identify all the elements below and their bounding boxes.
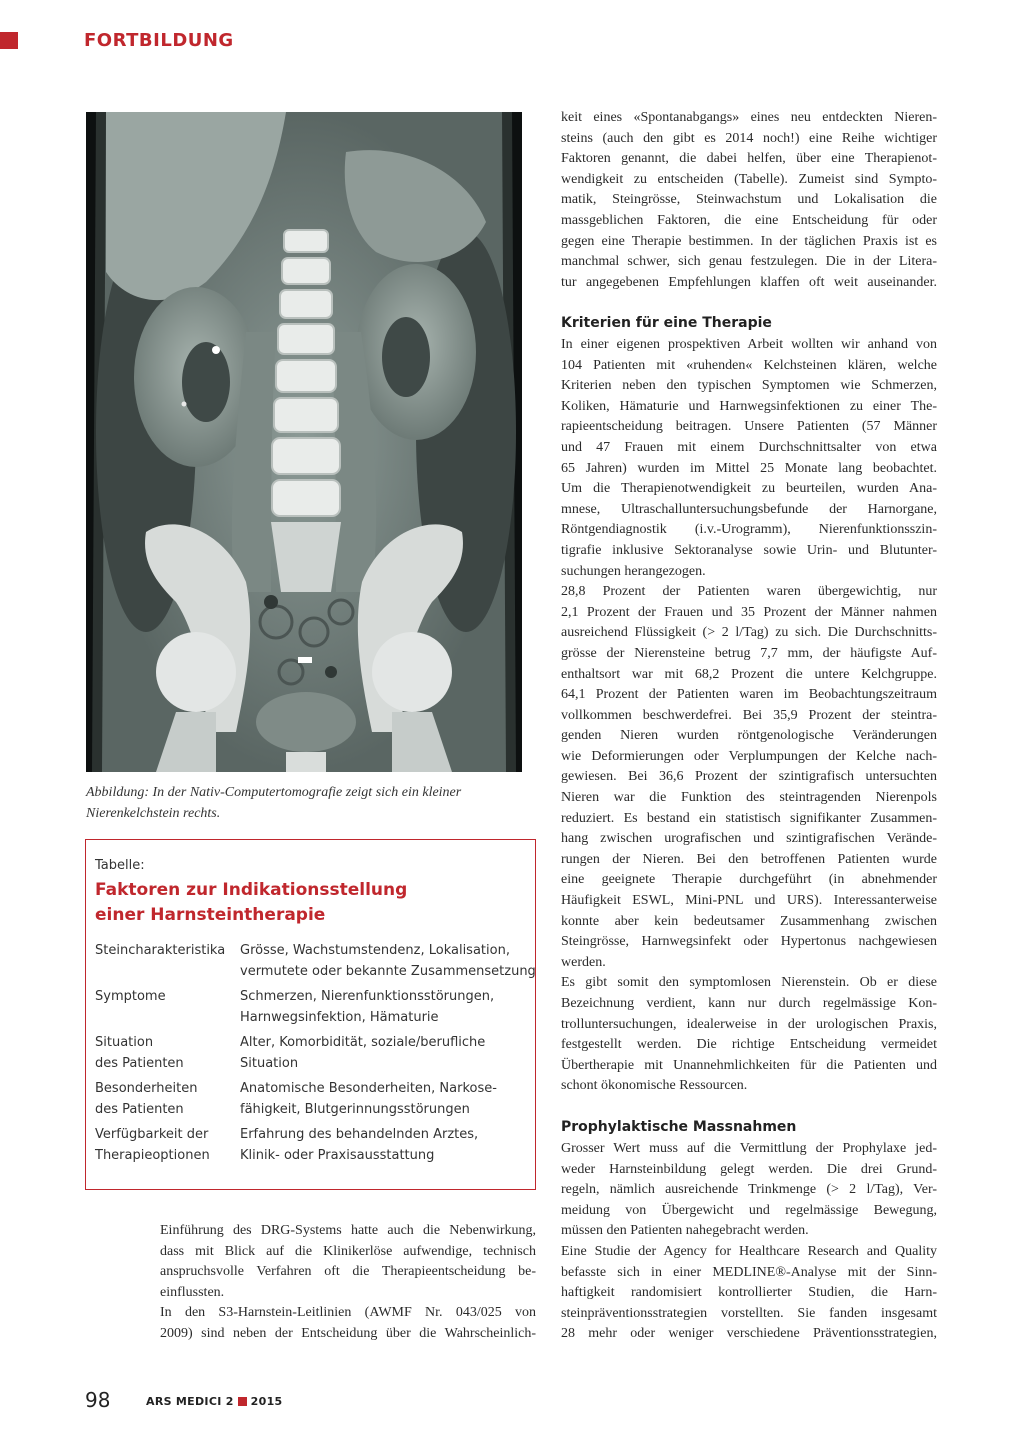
text-line: einflussten. bbox=[160, 1284, 225, 1300]
text-line: regeln, nämlich ausreichende Trinkmenge (> 2 l/Tag), Ver- bbox=[561, 1182, 937, 1198]
table-label: Tabelle: bbox=[95, 858, 145, 873]
figure-caption bbox=[86, 782, 526, 824]
text-line: 2009) sind neben der Entscheidung über die Wahrscheinlich- bbox=[160, 1325, 536, 1341]
caption-line: Nierenkelchstein rechts. bbox=[86, 806, 221, 821]
text-line: müssen den Patienten nahegebracht werden. bbox=[561, 1223, 809, 1239]
text-line: festgestellt werden. Die richtige Entscheidung vermeidet bbox=[561, 1037, 937, 1053]
text-line: steins (auch den gibt es 2014 noch!) eine Reihe wichtiger bbox=[561, 130, 937, 146]
right-column-intro bbox=[561, 108, 937, 293]
table-row-key: Verfügbarkeit der Therapieoptionen bbox=[95, 1127, 210, 1163]
text-line: In einer eigenen prospektiven Arbeit wollten wir anhand von bbox=[561, 337, 937, 352]
text-line: reduziert. Es bestand ein statistisch signifikanter Zusammen- bbox=[561, 810, 937, 826]
text-line: matik, Steingrösse, Steinwachstum und Lokalisation die bbox=[561, 192, 937, 208]
text-line: 104 Patienten mit «ruhenden« Kelchsteinen klären, welche bbox=[561, 357, 937, 373]
text-line: grösse der Nierensteine betrug 7,7 mm, der häufigste Auf- bbox=[561, 645, 937, 661]
section-color-marker bbox=[0, 32, 18, 49]
text-line: Faktoren genannt, die dabei helfen, über eine Therapienot- bbox=[561, 151, 937, 167]
left-column-text bbox=[160, 1221, 536, 1345]
text-line: Um die Therapienotwendigkeit zu beurteilen, wurden Ana- bbox=[561, 481, 937, 497]
table-row-value: Schmerzen, Nierenfunktionsstörungen, Harnwegsinfektion, Hämaturie bbox=[240, 989, 495, 1025]
separator-square bbox=[238, 1397, 247, 1406]
text-line: dass mit Blick auf die Klinikerlöse aufwendige, technisch bbox=[160, 1243, 536, 1259]
text-line: keit eines «Spontanabgangs» eines neu entdeckten Nieren- bbox=[561, 110, 937, 125]
table-row-key: Symptome bbox=[95, 989, 166, 1004]
text-line: haftigkeit randomisiert kontrollierter Studien, die Harn- bbox=[561, 1285, 937, 1301]
table-title-line: einer Harnsteintherapie bbox=[95, 905, 326, 925]
journal-year: 2015 bbox=[250, 1395, 283, 1408]
text-line: gewiesen. Bei 36,6 Prozent der szintigrafisch untersuchten bbox=[561, 769, 937, 785]
text-line: Einführung des DRG-Systems hatte auch die Nebenwirkung, bbox=[160, 1223, 536, 1238]
text-line: rapieentscheidung beitragen. Unsere Patienten (57 Männer bbox=[561, 419, 937, 435]
journal-name bbox=[146, 1395, 283, 1408]
text-line: 65 Jahren) wurden im Mittel 25 Monate lang beobachtet. bbox=[561, 460, 937, 476]
text-line: trolluntersuchungen, idealerweise in der urologischen Praxis, bbox=[561, 1016, 937, 1032]
text-line: Röntgendiagnostik (i.v.-Urogramm), Nierenfunktionsszin- bbox=[561, 522, 937, 538]
table-row-value: Grösse, Wachstumstendenz, Lokalisation, vermutete oder bekannte Zusammensetzung bbox=[240, 943, 536, 979]
text-line: gegen eine Therapie bestimmen. In der täglichen Praxis ist es bbox=[561, 233, 937, 249]
table-title bbox=[95, 878, 407, 928]
text-line: Es gibt somit den symptomlosen Nierenstein. Ob er diese bbox=[561, 975, 937, 991]
text-line: steinpräventionsstrategien vorstellten. Sie fanden insgesamt bbox=[561, 1305, 937, 1321]
text-line: wie Deformierungen oder Verplumpungen der Kelche nach- bbox=[561, 748, 937, 764]
text-line: enthaltsort war mit 68,2 Prozent die untere Kelchgruppe. bbox=[561, 666, 937, 682]
text-line: Nieren war die Funktion des steintragenden Nierenpols bbox=[561, 790, 937, 806]
table-row-key: Steincharakteristika bbox=[95, 943, 226, 958]
text-line: 2,1 Prozent der Frauen und 35 Prozent der Männer nahmen bbox=[561, 604, 937, 620]
text-line: suchungen herangezogen. bbox=[561, 563, 706, 579]
table-row-value: Anatomische Besonderheiten, Narkose- fähigkeit, Blutgerinnungsstörungen bbox=[240, 1081, 497, 1117]
table-title-line: Faktoren zur Indikationsstellung bbox=[95, 880, 408, 900]
right-column-section-prophylaxis bbox=[561, 1139, 937, 1345]
text-line: werden. bbox=[561, 954, 606, 970]
text-line: hang zwischen urografischen und szintigrafischen Verände- bbox=[561, 831, 937, 847]
section-heading-prophylaxis: Prophylaktische Massnahmen bbox=[561, 1119, 797, 1135]
text-line: weder Harnsteinbildung gelegt werden. Die drei Grund- bbox=[561, 1161, 937, 1177]
text-line: vollkommen beschwerdefrei. Bei 35,9 Prozent der steintra- bbox=[561, 707, 937, 723]
text-line: In den S3-Harnstein-Leitlinien (AWMF Nr. 043/025 von bbox=[160, 1305, 536, 1321]
text-line: 28,8 Prozent der Patienten waren übergewichtig, nur bbox=[561, 584, 937, 600]
text-line: Koliken, Hämaturie und Harnwegsinfektionen zu einer The- bbox=[561, 398, 937, 414]
table-row-key: Situation des Patienten bbox=[95, 1035, 184, 1071]
text-line: schont ökonomische Ressourcen. bbox=[561, 1078, 748, 1094]
text-line: meidung von Übergewicht und regelmässige Bewegung, bbox=[561, 1202, 937, 1218]
text-line: tur angegebenen Empfehlungen klaffen oft weit auseinander. bbox=[561, 274, 937, 290]
text-line: massgeblichen Faktoren, die eine Entscheidung für oder bbox=[561, 212, 937, 228]
text-line: konnte aber kein bedeutsamer Zusammenhang zwischen bbox=[561, 913, 937, 929]
text-line: ausreichend Flüssigkeit (> 2 l/Tag) zu sich. Die Durchschnitts- bbox=[561, 625, 937, 641]
table-row-key: Besonderheiten des Patienten bbox=[95, 1081, 198, 1117]
text-line: genden Nieren wurden röntgenologische Veränderungen bbox=[561, 728, 937, 744]
right-column-section-criteria bbox=[561, 335, 937, 1097]
text-line: 28 mehr oder weniger verschiedene Präventionsstrategien, bbox=[561, 1326, 937, 1342]
section-heading-criteria: Kriterien für eine Therapie bbox=[561, 315, 772, 331]
table-row-value: Erfahrung des behandelnden Arztes, Klinik- oder Praxisausstattung bbox=[240, 1127, 479, 1163]
text-line: und 47 Frauen mit einem Durchschnittsalter von etwa bbox=[561, 439, 937, 455]
text-line: Steingrösse, Harnwegsinfekt oder Hypertonus nachgewiesen bbox=[561, 934, 937, 950]
text-line: wendigkeit zu entscheiden (Tabelle). Zumeist sind Sympto- bbox=[561, 171, 937, 187]
text-line: Kriterien neben den typischen Symptomen wie Schmerzen, bbox=[561, 378, 937, 394]
text-line: Eine Studie der Agency for Healthcare Research and Quality bbox=[561, 1243, 937, 1259]
page-number: 98 bbox=[85, 1388, 111, 1412]
text-line: Grosser Wert muss auf die Vermittlung der Prophylaxe jed- bbox=[561, 1141, 937, 1156]
text-line: rungen der Nieren. Bei den betroffenen Patienten wurde bbox=[561, 851, 937, 867]
ct-scan-image bbox=[86, 112, 522, 772]
text-line: manchmal schwer, sich genau festzulegen. Die in der Litera- bbox=[561, 254, 937, 270]
text-line: anspruchsvolle Verfahren oft die Therapieentscheidung be- bbox=[160, 1264, 536, 1280]
journal-title: ARS MEDICI 2 bbox=[146, 1395, 234, 1408]
text-line: Übertherapie mit Unannehmlichkeiten für die Patienten und bbox=[561, 1057, 937, 1073]
text-line: Häufigkeit ESWL, Mini-PNL und URS). Interessanterweise bbox=[561, 893, 937, 909]
text-line: befasste sich in einer MEDLINE®-Analyse mit der Sinn- bbox=[561, 1264, 937, 1280]
text-line: mnese, Ultraschalluntersuchungsbefunde der Harnorgane, bbox=[561, 501, 937, 517]
section-title: FORTBILDUNG bbox=[84, 30, 234, 51]
table-row-value: Alter, Komorbidität, soziale/berufliche Situation bbox=[240, 1035, 486, 1071]
text-line: tigrafie inklusive Sektoranalyse sowie Urin- und Blutunter- bbox=[561, 542, 937, 558]
text-line: 64,1 Prozent der Patienten waren im Beobachtungszeitraum bbox=[561, 687, 937, 703]
text-line: eine geeignete Therapie durchgeführt (in abnehmender bbox=[561, 872, 937, 888]
caption-line: Abbildung: In der Nativ-Computertomografie zeigt sich ein kleiner bbox=[86, 785, 462, 800]
text-line: Bezeichnung verdient, kann nur durch regelmässige Kon- bbox=[561, 996, 937, 1011]
